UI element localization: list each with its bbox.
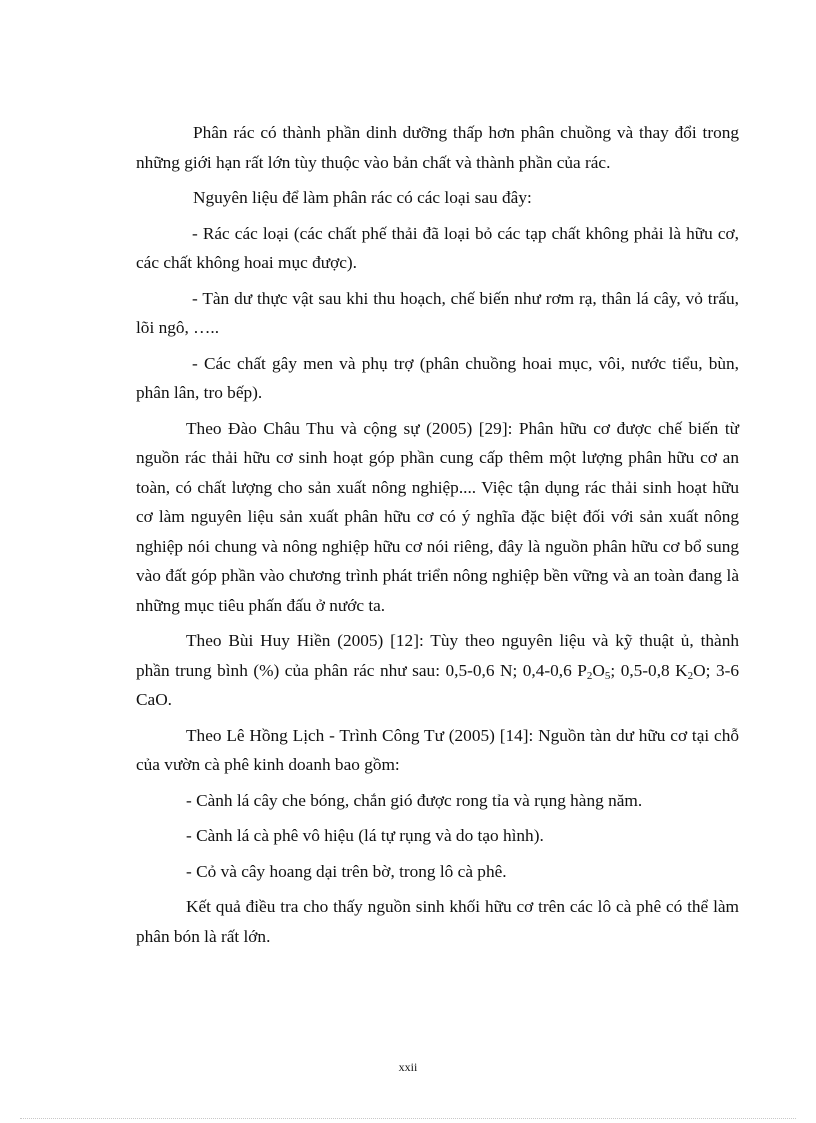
document-body <box>136 118 739 951</box>
text-segment: O; 3-6 CaO. <box>136 660 739 709</box>
paragraph-survey-result: Kết quả điều tra cho thấy nguồn sinh khối hữu cơ trên các lô cà phê có thể làm phân bón là rất lớn. <box>136 897 739 946</box>
subscript: 2 <box>687 669 694 682</box>
page-number: xxii <box>398 1060 418 1074</box>
list-item-weeds: - Cỏ và cây hoang dại trên bờ, trong lô cà phê. <box>186 861 507 881</box>
paragraph-dao-chau-thu: Theo Đào Châu Thu và cộng sự (2005) [29]: Phân hữu cơ được chế biến từ nguồn rác thải hữu cơ sinh hoạt góp phần cung cấp thêm một lượng phân hữu cơ an toàn, có chất lượng cho sản xuất nông nghiệp.... Việc tận dụng rác thải sinh hoạt hữu cơ làm nguyên liệu sản xuất phân hữu cơ có ý nghĩa đặc biệt đối với sản xuất nông nghiệp nói chung và nông nghiệp hữu cơ nói riêng, đây là nguồn phân hữu cơ bổ sung vào đất góp phần vào chương trình phát triển nông nghiệp bền vững và an toàn đang là những mục tiêu phấn đấu ở nước ta. <box>136 418 739 615</box>
paragraph-compost-materials: Nguyên liệu để làm phân rác có các loại sau đây: <box>193 188 532 207</box>
list-item-waste: - Rác các loại (các chất phế thải đã loại bỏ các tạp chất không phải là hữu cơ, các chất không hoai mục được). <box>136 223 739 272</box>
subscript: 2 <box>586 669 593 682</box>
list-item-fermenting-agents: - Các chất gây men và phụ trợ (phân chuồng hoai mục, vôi, nước tiểu, bùn, phân lân, tro bếp). <box>136 353 739 402</box>
paragraph-le-hong-lich: Theo Lê Hồng Lịch - Trình Công Tư (2005) [14]: Nguồn tàn dư hữu cơ tại chỗ của vườn cà phê kinh doanh bao gồm: <box>136 725 739 774</box>
paragraph-bui-huy-hien <box>136 626 739 715</box>
text-segment: O <box>592 660 605 680</box>
page-bottom-divider <box>20 1118 796 1119</box>
list-item-coffee-leaves: - Cành lá cà phê vô hiệu (lá tự rụng và do tạo hình). <box>186 826 544 845</box>
list-item-shade-branches: - Cành lá cây che bóng, chắn gió được rong tỉa và rụng hàng năm. <box>186 790 643 810</box>
text-segment: Theo Bùi Huy Hiền (2005) [12]: Tùy theo nguyên liệu và kỹ thuật ủ, thành phần trung bình (%) của phân rác như sau: 0,5-0,6 N; 0,4-0,6 P <box>136 631 739 680</box>
list-item-plant-residue: - Tàn dư thực vật sau khi thu hoạch, chế biến như rơm rạ, thân lá cây, vỏ trấu, lõi ngô, ….. <box>136 288 739 337</box>
text-segment: ; 0,5-0,8 K <box>610 660 688 680</box>
subscript: 5 <box>604 669 611 682</box>
paragraph-compost-nutrition: Phân rác có thành phần dinh dưỡng thấp hơn phân chuồng và thay đổi trong những giới hạn rất lớn tùy thuộc vào bản chất và thành phần của rác. <box>136 123 739 172</box>
